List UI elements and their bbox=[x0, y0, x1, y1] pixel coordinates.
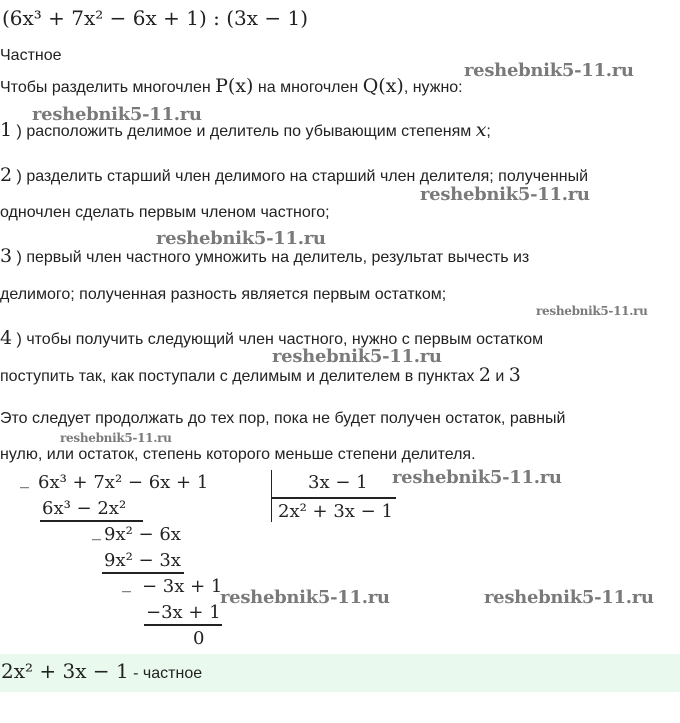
final-remainder: 0 bbox=[193, 628, 205, 649]
watermark: reshebnik5-11.ru bbox=[156, 228, 326, 249]
step-4-ref-2: 2 bbox=[478, 364, 491, 386]
division-rule-2 bbox=[102, 572, 184, 574]
division-minus-3: _ bbox=[122, 572, 131, 593]
watermark: reshebnik5-11.ru bbox=[464, 60, 634, 81]
watermark: reshebnik5-11.ru bbox=[220, 587, 390, 608]
division-bar-vertical bbox=[271, 470, 272, 522]
quotient: 2x² + 3x − 1 bbox=[278, 501, 393, 522]
watermark: reshebnik5-11.ru bbox=[392, 467, 562, 488]
step-1-text: ) расположить делимое и делитель по убывающим степеням bbox=[12, 123, 476, 140]
subtrahend-3: −3x + 1 bbox=[146, 602, 221, 623]
division-minus-2: _ bbox=[92, 520, 101, 541]
intro-after: , нужно: bbox=[403, 79, 463, 96]
watermark: reshebnik5-11.ru bbox=[484, 587, 654, 608]
step-3-text: ) первый член частного умножить на делитель, результат вычесть из bbox=[12, 249, 530, 266]
step-4-ref-3: 3 bbox=[508, 364, 521, 386]
continue-text-line1: Это следует продолжать до тех пор, пока не будет получен остаток, равный bbox=[0, 410, 566, 427]
answer-expression: 2x² + 3x − 1 bbox=[1, 659, 129, 683]
step-1-end: ; bbox=[486, 123, 491, 140]
subtrahend-1: 6x³ − 2x² bbox=[42, 498, 127, 519]
step-3-number: 3 bbox=[0, 245, 13, 267]
step-4-text: ) чтобы получить следующий член частного, нужно с первым остатком bbox=[12, 331, 544, 348]
intro-p-var: P(x) bbox=[215, 75, 254, 97]
answer-box bbox=[0, 654, 680, 692]
step-4-and: и bbox=[490, 368, 509, 385]
step-4-number: 4 bbox=[0, 327, 13, 349]
step-4-line2-text: поступить так, как поступали с делимым и делителем в пунктах bbox=[0, 368, 479, 385]
step-1-var: x bbox=[475, 119, 487, 141]
intro-q-var: Q(x) bbox=[362, 75, 404, 97]
remainder-1: 9x² − 6x bbox=[104, 524, 181, 545]
watermark: reshebnik5-11.ru bbox=[272, 346, 442, 367]
watermark: reshebnik5-11.ru bbox=[32, 104, 202, 125]
division-minus-1: _ bbox=[20, 468, 29, 489]
continue-text-line2: нулю, или остаток, степень которого меньше степени делителя. bbox=[0, 446, 476, 463]
subtrahend-2: 9x² − 3x bbox=[104, 550, 181, 571]
section-title: Частное bbox=[0, 47, 62, 64]
step-3-line2: делимого; полученная разность является первым остатком; bbox=[0, 286, 447, 303]
division-rule-3 bbox=[144, 624, 222, 626]
problem-expression: (6x³ + 7x² − 6x + 1) : (3x − 1) bbox=[2, 6, 309, 30]
step-2-number: 2 bbox=[0, 164, 13, 186]
answer-label: - частное bbox=[128, 665, 203, 682]
step-1-number: 1 bbox=[0, 119, 13, 141]
watermark: reshebnik5-11.ru bbox=[536, 304, 648, 318]
watermark: reshebnik5-11.ru bbox=[420, 184, 590, 205]
intro-middle: на многочлен bbox=[253, 79, 363, 96]
step-4-line2 bbox=[0, 365, 521, 387]
step-2-text: ) разделить старший член делимого на старший член делителя; полученный bbox=[12, 168, 589, 185]
watermark: reshebnik5-11.ru bbox=[60, 431, 172, 445]
intro-text bbox=[0, 76, 463, 98]
divisor: 3x − 1 bbox=[308, 472, 368, 493]
step-3 bbox=[0, 246, 529, 268]
intro-before: Чтобы разделить многочлен bbox=[0, 79, 216, 96]
answer-line bbox=[1, 659, 202, 684]
division-bar-horizontal bbox=[272, 497, 396, 499]
remainder-2: − 3x + 1 bbox=[142, 576, 223, 597]
step-2-line2: одночлен сделать первым членом частного; bbox=[0, 204, 330, 221]
dividend: 6x³ + 7x² − 6x + 1 bbox=[38, 472, 209, 493]
